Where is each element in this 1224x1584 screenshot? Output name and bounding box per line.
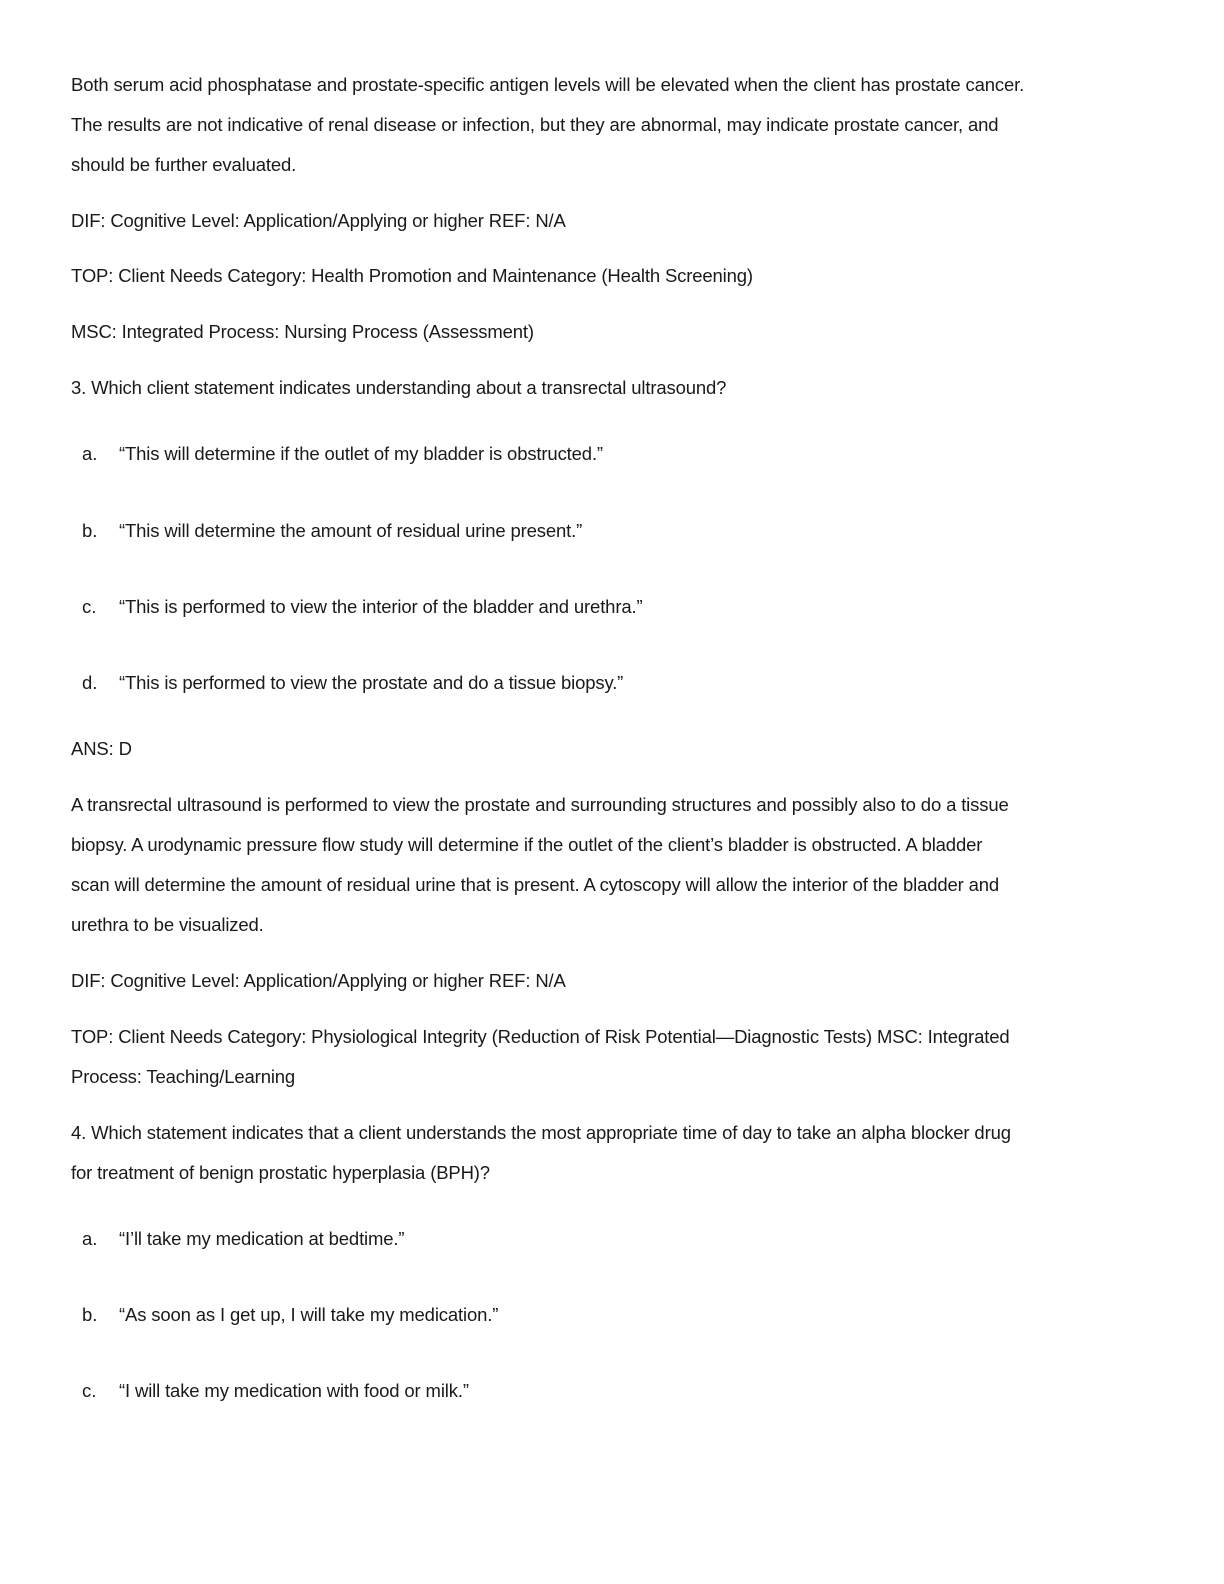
q4-option-c-letter: c. bbox=[82, 1380, 97, 1401]
q3-rationale-line-1: A transrectal ultrasound is performed to view the prostate and surrounding structures and possibly also to do a tissue bbox=[71, 794, 1009, 815]
q3-option-c-text: “This is performed to view the interior of the bladder and urethra.” bbox=[119, 596, 643, 617]
q4-option-b-text: “As soon as I get up, I will take my medication.” bbox=[119, 1304, 499, 1325]
q3-rationale-line-3: scan will determine the amount of residual urine that is present. A cytoscopy will allow the interior of the bladder and bbox=[71, 874, 1000, 895]
intro-dif: DIF: Cognitive Level: Application/Applying or higher REF: N/A bbox=[71, 210, 566, 231]
q4-question-line-1: 4. Which statement indicates that a client understands the most appropriate time of day to take an alpha blocker drug bbox=[71, 1122, 1011, 1143]
q3-option-d-letter: d. bbox=[82, 672, 98, 693]
q4-option-a-text: “I’ll take my medication at bedtime.” bbox=[119, 1228, 405, 1249]
q4-question-line-2: for treatment of benign prostatic hyperplasia (BPH)? bbox=[71, 1162, 490, 1183]
q3-option-a-letter: a. bbox=[82, 443, 98, 464]
q3-question: 3. Which client statement indicates understanding about a transrectal ultrasound? bbox=[71, 377, 727, 398]
q4-option-c-text: “I will take my medication with food or milk.” bbox=[119, 1380, 469, 1401]
intro-top: TOP: Client Needs Category: Health Promotion and Maintenance (Health Screening) bbox=[71, 265, 753, 286]
q3-option-d-text: “This is performed to view the prostate and do a tissue biopsy.” bbox=[119, 672, 624, 693]
q3-top-line-2: Process: Teaching/Learning bbox=[71, 1066, 296, 1087]
q3-rationale-line-2: biopsy. A urodynamic pressure flow study will determine if the outlet of the client’s bladder is obstructed. A bladder bbox=[71, 834, 983, 855]
intro-msc: MSC: Integrated Process: Nursing Process (Assessment) bbox=[71, 321, 534, 342]
q3-option-b-letter: b. bbox=[82, 520, 98, 541]
q3-option-c-letter: c. bbox=[82, 596, 97, 617]
q3-dif: DIF: Cognitive Level: Application/Applying or higher REF: N/A bbox=[71, 970, 566, 991]
q3-answer: ANS: D bbox=[71, 738, 132, 759]
intro-paragraph-line-1: Both serum acid phosphatase and prostate-specific antigen levels will be elevated when the client has prostate cancer. bbox=[71, 74, 1025, 95]
q3-option-b-text: “This will determine the amount of residual urine present.” bbox=[119, 520, 583, 541]
q3-top-line-1: TOP: Client Needs Category: Physiological Integrity (Reduction of Risk Potential—Diagnostic Tests) MSC: Integrated bbox=[71, 1026, 1010, 1047]
q4-option-b-letter: b. bbox=[82, 1304, 98, 1325]
q3-option-a-text: “This will determine if the outlet of my bladder is obstructed.” bbox=[119, 443, 603, 464]
q4-option-a-letter: a. bbox=[82, 1228, 98, 1249]
intro-paragraph-line-3: should be further evaluated. bbox=[71, 154, 297, 175]
intro-paragraph-line-2: The results are not indicative of renal disease or infection, but they are abnormal, may indicate prostate cancer, and bbox=[71, 114, 999, 135]
q3-rationale-line-4: urethra to be visualized. bbox=[71, 914, 264, 935]
